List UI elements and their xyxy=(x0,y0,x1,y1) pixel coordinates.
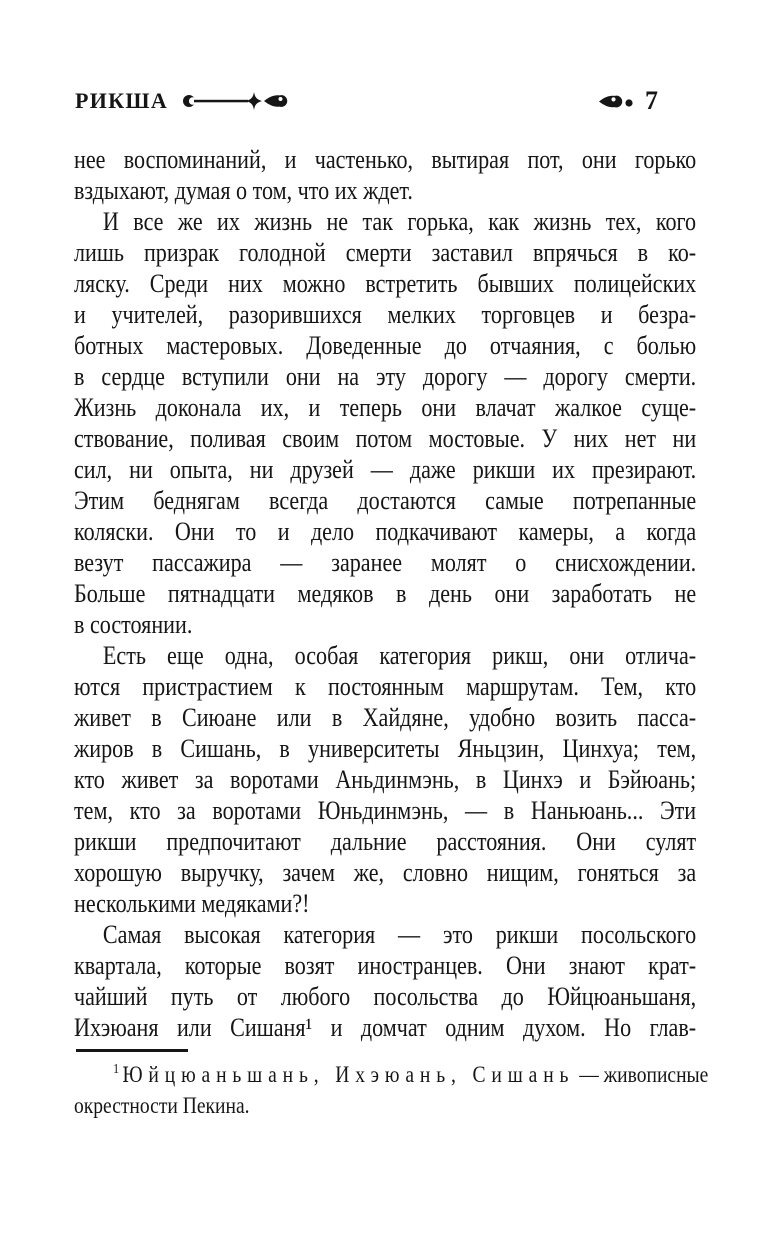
text-line: ботных мастеровых. Доведенные до отчаяния, с болью xyxy=(74,331,697,360)
running-header xyxy=(75,86,694,116)
text-line: рикши предпочитают дальние расстояния. Они сулят xyxy=(74,827,697,856)
text-line: Есть еще одна, особая категория рикш, они отлича- xyxy=(102,641,697,670)
text-line: коляски. Они то и дело подкачивают камеры, а когда xyxy=(74,517,697,546)
text-line: лишь призрак голодной смерти заставил впрячься в ко- xyxy=(74,238,697,267)
text-line: Больше пятнадцати медяков в день они заработать не xyxy=(74,579,697,608)
text-line: чайший путь от любого посольства до Юйцюаньшаня, xyxy=(74,982,697,1011)
text-line: ляску. Среди них можно встретить бывших полицейских xyxy=(74,269,697,298)
text-line: ствование, поливая своим потом мостовые. У них нет ни xyxy=(74,424,697,453)
text-line: ются пристрастием к постоянным маршрутам. Тем, кто xyxy=(74,672,697,701)
footnote-line1-rest: — живописные xyxy=(574,1062,709,1087)
page-number: 7 xyxy=(645,86,658,115)
footnote-line xyxy=(74,1059,709,1090)
text-line: хорошую выручку, зачем же, словно нищим, гоняться за xyxy=(74,858,697,887)
text-line: в сердце вступили они на эту дорогу — дорогу смерти. xyxy=(74,362,697,391)
text-line: квартала, которые возят иностранцев. Они знают крат- xyxy=(74,951,697,980)
footnote-separator-rule xyxy=(76,1049,188,1052)
text-line: живет в Сиюане или в Хайдяне, удобно возить пасса- xyxy=(74,703,697,732)
footnote-place-names: Юйцюаньшань, Ихэюань, Сишань xyxy=(122,1062,575,1087)
footnote-marker: 1 xyxy=(113,1062,120,1078)
text-line: везут пассажира — заранее молят о снисхождении. xyxy=(74,548,697,577)
text-line: тем, кто за воротами Юньдинмэнь, — в Наньюань... Эти xyxy=(74,796,697,825)
text-line: Этим беднягам всегда достаются самые потрепанные xyxy=(74,486,697,515)
text-line: Ихэюаня или Сишаня¹ и домчат одним духом. Но глав- xyxy=(74,1013,697,1042)
text-line: И все же их жизнь не так горька, как жизнь тех, кого xyxy=(102,207,697,236)
text-line: вздыхают, думая о том, что их ждет. xyxy=(74,176,413,205)
teardrop-dot-ornament-icon xyxy=(598,92,636,110)
text-line: Жизнь доконала их, и теперь они влачат жалкое суще- xyxy=(74,393,697,422)
footnote-line: окрестности Пекина. xyxy=(74,1093,250,1118)
text-line: сил, ни опыта, ни друзей — даже рикши их презирают. xyxy=(74,455,697,484)
footnote xyxy=(74,1049,709,1121)
text-line: несколькими медяками?! xyxy=(74,889,310,918)
footnote-text xyxy=(74,1059,709,1121)
text-line: и учителей, разорившихся мелких торговцев и безра- xyxy=(74,300,697,329)
text-line: жиров в Сишань, в университеты Яньцзин, Цинхуа; тем, xyxy=(74,734,697,763)
crescent-rule-star-teardrop-ornament-icon xyxy=(182,92,296,110)
text-line: Самая высокая категория — это рикши посольского xyxy=(102,920,697,949)
running-title: РИКША xyxy=(75,88,169,113)
text-line: кто живет за воротами Аньдинмэнь, в Цинхэ и Бэйюань; xyxy=(74,765,697,794)
text-line: нее воспоминаний, и частенько, вытирая пот, они горько xyxy=(74,145,697,174)
text-line: в состоянии. xyxy=(74,610,193,639)
body-text xyxy=(74,144,696,1043)
